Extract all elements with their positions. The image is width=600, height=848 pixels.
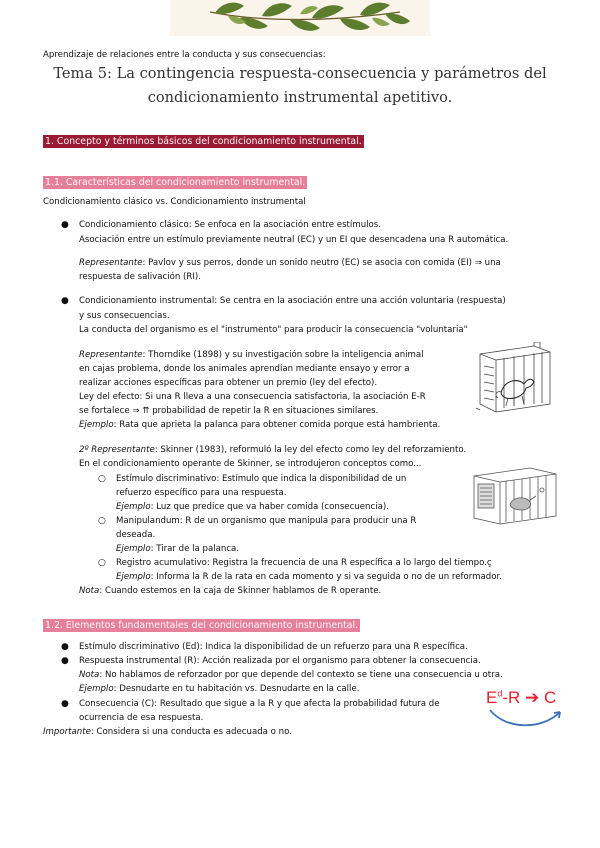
- formula-text: $E^d-R$ ➔ C: [486, 688, 557, 707]
- classical-representative-line2: respuesta de salivación (RI).: [79, 272, 201, 282]
- element-r: Respuesta instrumental (R): Acción realizada por el organismo para obtener la consecuencia.: [79, 656, 481, 666]
- important-note: Importante: Considera si una conducta es adecuada o no.: [43, 727, 292, 737]
- curved-arrow-icon: [486, 706, 566, 728]
- bullet-icon: ●: [61, 220, 69, 230]
- manip-example: Ejemplo: Tirar de la palanca.: [116, 544, 240, 554]
- thorndike-line3: realizar acciones específicas para obtener un premio (ley del efecto).: [79, 378, 378, 388]
- bullet-icon: ●: [61, 699, 69, 709]
- effect-law-line1: Ley del efecto: Si una R lleva a una consecuencia satisfactoria, la asociación E-R: [79, 392, 426, 402]
- thorndike-rep: Representante: Thorndike (1898) y su investigación sobre la inteligencia animal: [79, 350, 424, 360]
- element-c-line1: Consecuencia (C): Resultado que sigue a la R y que afecta la probabilidad futura de: [79, 699, 440, 709]
- section-1-2-title: 1.2. Elementos fundamentales del condicionamiento instrumental.: [45, 620, 359, 631]
- section-heading-1-2: [43, 613, 360, 632]
- page-title-line2: condicionamiento instrumental apetitivo.: [147, 89, 453, 106]
- subheading: Condicionamiento clásico vs. Condicionamiento instrumental: [43, 197, 306, 207]
- register-line1: Registro acumulativo: Registra la frecuencia de una R específica a lo largo del tiempo.ç: [116, 558, 492, 568]
- effect-law-line2: se fortalece ⇒ ⇈ probabilidad de repetir la R en situaciones similares.: [79, 406, 379, 416]
- classical-line2: Asociación entre un estímulo previamente neutral (EC) y un EI que desencadena una R automática.: [79, 235, 509, 245]
- bullet-icon: ●: [61, 642, 69, 652]
- instrumental-line3: La conducta del organismo es el "instrumento" para producir la consecuencia "voluntaria": [79, 325, 468, 335]
- bullet-icon: ●: [61, 296, 69, 306]
- page-title: Tema 5: La contingencia respuesta-consecuencia y parámetros del: [53, 65, 547, 82]
- puzzle-box-cat-illustration: [474, 342, 554, 414]
- section-heading-1: [43, 129, 364, 148]
- instrumental-line2: y sus consecuencias.: [79, 311, 170, 321]
- bullet-icon: ●: [61, 656, 69, 666]
- section-1-title: 1. Concepto y términos básicos del condicionamiento instrumental.: [45, 136, 362, 147]
- manip-line2: deseada.: [116, 530, 156, 540]
- register-example: Ejemplo: Informa la R de la rata en cada momento y si va seguida o no de un reformador.: [116, 572, 502, 582]
- sub-bullet-icon: ○: [98, 516, 106, 526]
- ed-example: Ejemplo: Luz que predice que va haber comida (consecuencia).: [116, 502, 389, 512]
- sub-bullet-icon: ○: [98, 558, 106, 568]
- ed-line1: Estímulo discriminativo: Estímulo que indica la disponibilidad de un: [116, 474, 407, 484]
- skinner-rep: 2º Representante: Skinner (1983), reformuló la ley del efecto como ley del reforzamiento.: [79, 445, 467, 455]
- ed-line2: refuerzo específico para una respuesta.: [116, 488, 287, 498]
- instrumental-line1: Condicionamiento instrumental: Se centra en la asociación entre una acción voluntaria (respuesta): [79, 296, 506, 306]
- element-c-line2: ocurrencia de esa respuesta.: [79, 713, 204, 723]
- section-heading-1-1: [43, 170, 307, 189]
- classical-line1: Condicionamiento clásico: Se enfoca en la asociación entre estímulos.: [79, 220, 381, 230]
- ed-r-c-formula: [486, 688, 566, 728]
- skinner-note: Nota: Cuando estemos en la caja de Skinner hablamos de R operante.: [79, 586, 382, 596]
- section-1-1-title: 1.1. Características del condicionamiento instrumental.: [45, 177, 306, 188]
- skinner-line2: En el condicionamiento operante de Skinner, se introdujeron conceptos como...: [79, 459, 422, 469]
- effect-example: Ejemplo: Rata que aprieta la palanca para obtener comida porque está hambrienta.: [79, 420, 441, 430]
- classical-representative: Representante: Pavlov y sus perros, donde un sonido neutro (EC) se asocia con comida (EI) ⇒ una: [79, 258, 501, 268]
- element-ed: Estímulo discriminativo (Ed): Indica la disponibilidad de un refuerzo para una R específica.: [79, 642, 468, 652]
- course-line: Aprendizaje de relaciones entre la conducta y sus consecuencias:: [43, 50, 326, 60]
- element-example: Ejemplo: Desnudarte en tu habitación vs. Desnudarte en la calle.: [79, 684, 360, 694]
- thorndike-line2: en cajas problema, donde los animales aprendían mediante ensayo y error a: [79, 364, 410, 374]
- manip-line1: Manipulandum: R de un organismo que manipula para producir una R: [116, 516, 417, 526]
- skinner-box-illustration: [470, 460, 560, 528]
- sub-bullet-icon: ○: [98, 474, 106, 484]
- leaf-banner-illustration: [0, 0, 600, 36]
- element-note: Nota: No hablamos de reforzador por que depende del contexto se tiene una consecuencia u otra.: [79, 670, 503, 680]
